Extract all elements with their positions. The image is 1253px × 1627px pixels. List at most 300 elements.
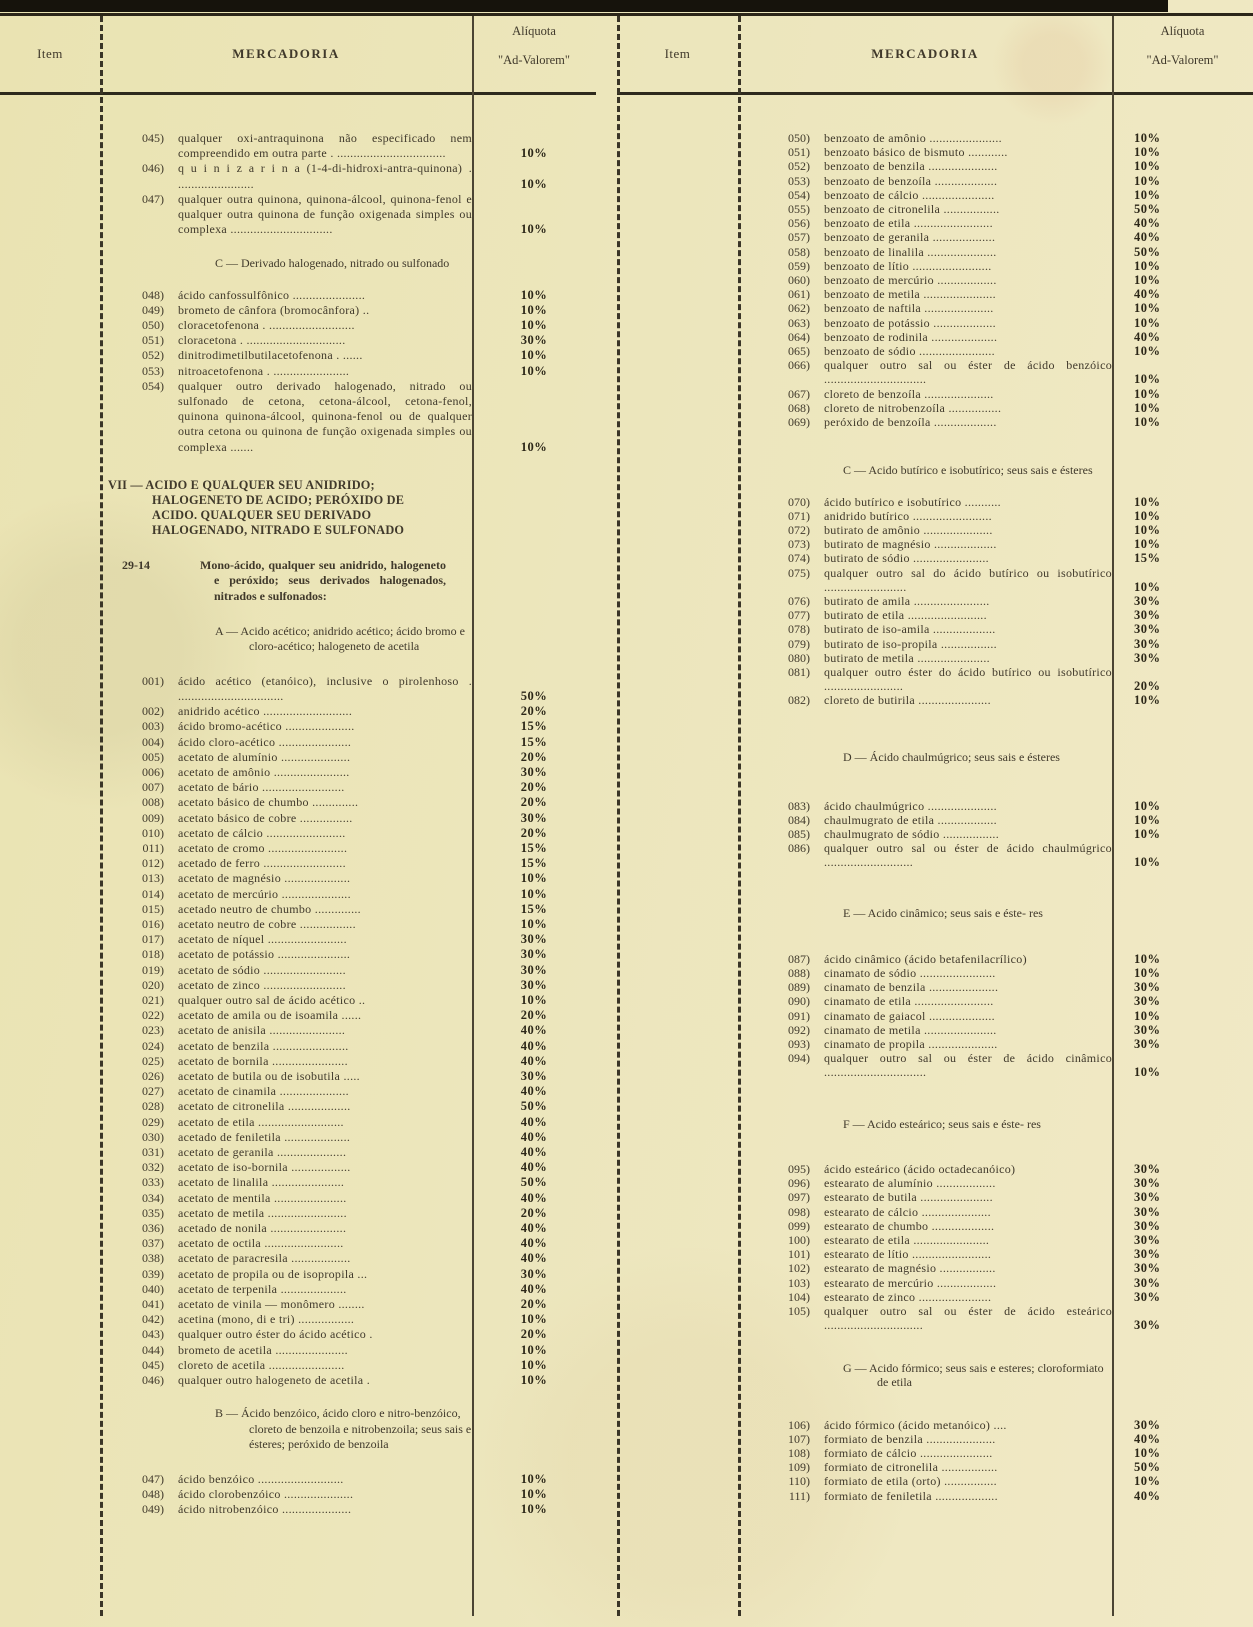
tariff-item-row (617, 259, 1253, 273)
item-description: benzoato de rodinila .................... (824, 329, 998, 344)
table-header-right (617, 16, 1253, 95)
item-rate: 30% (1134, 1176, 1161, 1191)
tariff-item-row (617, 287, 1253, 301)
item-description: ácido nitrobenzóico ..................... (178, 1502, 352, 1517)
item-rate: 30% (1134, 1204, 1161, 1219)
item-number: 068) (788, 400, 810, 415)
item-description: acetato de butila ou de isobutila ..... (178, 1068, 360, 1083)
item-number: 006) (142, 764, 164, 779)
item-description: benzoato básico de bismuto ............ (824, 145, 1008, 160)
item-description: acetado de feniletila .................... (178, 1129, 351, 1144)
item-description: acetado neutro de chumbo .............. (178, 901, 361, 916)
tariff-item-row (0, 1358, 596, 1373)
item-rate: 10% (520, 302, 548, 317)
tariff-item-row (0, 1145, 596, 1160)
item-number: 033) (142, 1175, 164, 1190)
item-number: 095) (788, 1162, 810, 1177)
tariff-item-row (0, 947, 596, 962)
tariff-item-row (617, 509, 1253, 523)
item-number: 015) (142, 901, 164, 916)
item-rate: 30% (1134, 636, 1161, 651)
item-number: 024) (142, 1038, 164, 1053)
item-description: benzoato de cálcio ...................... (824, 187, 995, 202)
item-rate: 10% (520, 1502, 548, 1517)
item-rate: 10% (1134, 131, 1161, 145)
item-description: acetato de citronelila ................... (178, 1099, 351, 1114)
item-rate: 30% (1134, 1247, 1161, 1262)
item-number: 075) (788, 565, 810, 580)
item-rate: 10% (1134, 301, 1161, 316)
tariff-item-row (617, 131, 1253, 145)
tariff-item-row (0, 1251, 596, 1266)
item-number: 100) (788, 1233, 810, 1248)
item-description: acetato de cinamila ..................... (178, 1084, 349, 1099)
tariff-item-row (617, 980, 1253, 994)
tariff-item-row (617, 159, 1253, 173)
item-number: 079) (788, 636, 810, 651)
tariff-item-row (617, 401, 1253, 415)
item-number: 020) (142, 977, 164, 992)
tariff-item-row (0, 1069, 596, 1084)
item-number: 049) (142, 1502, 164, 1517)
item-number: 077) (788, 608, 810, 623)
item-number: 002) (142, 704, 164, 719)
tariff-table-right (617, 16, 1253, 1616)
item-description: cloreto de nitrobenzoíla ................ (824, 400, 1002, 415)
tariff-item-row (617, 827, 1253, 841)
item-rate: 10% (520, 1373, 548, 1388)
item-description: estearato de chumbo ................... (824, 1218, 995, 1233)
item-number: 048) (142, 287, 164, 302)
item-description: acetato neutro de cobre ................. (178, 916, 356, 931)
item-rate: 40% (1134, 230, 1161, 245)
item-number: 069) (788, 415, 810, 430)
item-number: 036) (142, 1221, 164, 1235)
item-rate: 40% (520, 1129, 548, 1144)
item-number: 031) (142, 1144, 164, 1159)
item-number: 082) (788, 693, 810, 708)
item-rate: 40% (520, 1084, 548, 1099)
item-rate: 30% (1134, 650, 1161, 665)
item-description: butirato de iso-amila ................... (824, 622, 996, 637)
item-description: butirato de sódio ....................... (824, 551, 989, 566)
item-rate: 20% (520, 1297, 548, 1312)
item-rate: 30% (1134, 1275, 1161, 1290)
item-rate: 10% (1134, 400, 1161, 415)
item-number: 101) (788, 1247, 810, 1262)
section-heading: G — Acido fórmico; seus sais e esteres; cloroformiato de etila (843, 1360, 1104, 1390)
item-rate: 40% (520, 1251, 548, 1266)
item-description: butirato de etila ........................ (824, 608, 987, 623)
tariff-item-row (0, 1502, 596, 1517)
item-number: 046) (142, 161, 164, 176)
item-rate: 30% (1134, 594, 1161, 608)
item-number: 048) (142, 1487, 164, 1502)
item-number: 060) (788, 273, 810, 288)
chapter-row (108, 478, 418, 539)
item-rate: 10% (1134, 145, 1161, 160)
item-number: 008) (142, 795, 164, 810)
tariff-item-row (0, 1008, 596, 1023)
item-number: 050) (788, 131, 810, 145)
item-number: 037) (142, 1236, 164, 1251)
item-number: 019) (142, 962, 164, 977)
tariff-item-row (617, 1489, 1253, 1503)
item-rate: 50% (520, 1099, 548, 1114)
item-number: 097) (788, 1190, 810, 1205)
tariff-item-row (0, 887, 596, 902)
code-row (0, 558, 596, 604)
item-rate: 30% (1134, 994, 1161, 1009)
item-description: acetato de cromo ........................ (178, 840, 348, 855)
item-rate: 10% (1134, 537, 1161, 552)
tariff-item-row (0, 379, 596, 455)
item-rate: 15% (520, 856, 548, 871)
item-description: qualquer outro sal de ácido acético .. (178, 992, 366, 1007)
item-description: brometo de acetila ...................... (178, 1342, 348, 1357)
item-rate: 10% (520, 222, 548, 237)
item-description: nitroacetofenona . ....................... (178, 363, 350, 378)
item-description: acetato de vinila — monômero ........ (178, 1297, 365, 1312)
tariff-item-row (0, 993, 596, 1008)
item-rate: 10% (520, 439, 548, 454)
item-rate: 40% (1134, 287, 1161, 302)
tariff-table-left (0, 16, 596, 1616)
item-description: formiato de feniletila ................... (824, 1488, 998, 1503)
item-number: 010) (142, 825, 164, 840)
item-description: benzoato de citronelila ................. (824, 202, 1000, 217)
tariff-item-row (0, 364, 596, 379)
section-heading: C — Derivado halogenado, nitrado ou sulfonado (215, 255, 450, 270)
tariff-item-row (617, 1023, 1253, 1037)
item-number: 061) (788, 287, 810, 302)
item-description: acetato de mentila ...................... (178, 1190, 347, 1205)
item-number: 105) (788, 1304, 810, 1319)
column-divider-line (738, 16, 741, 1616)
item-number: 089) (788, 980, 810, 995)
item-rate: 10% (1134, 1008, 1161, 1023)
item-description: butirato de magnésio ................... (824, 537, 997, 552)
item-description: benzoato de benzila ..................... (824, 159, 998, 174)
tariff-item-row (0, 856, 596, 871)
tariff-item-row (617, 1233, 1253, 1247)
item-rate: 40% (520, 1160, 548, 1175)
item-rate: 30% (1134, 1289, 1161, 1304)
item-description: formiato de etila (orto) ................ (824, 1474, 997, 1489)
item-number: 056) (788, 216, 810, 231)
tariff-item-row (0, 1160, 596, 1175)
item-number: 090) (788, 994, 810, 1009)
item-number: 035) (142, 1205, 164, 1220)
tariff-item-row (0, 795, 596, 810)
item-rate: 10% (520, 348, 548, 363)
item-number: 051) (142, 333, 164, 348)
item-rate: 30% (1134, 1162, 1161, 1177)
item-number: 049) (142, 302, 164, 317)
tariff-item-row (617, 665, 1253, 693)
tariff-item-row (617, 1304, 1253, 1332)
item-description: cloracetona . .............................. (178, 333, 346, 348)
tariff-item-row (0, 318, 596, 333)
item-number: 017) (142, 932, 164, 947)
item-description: acetato de bário ......................... (178, 780, 345, 795)
item-description: acetato de octila ........................ (178, 1236, 344, 1251)
item-rate: 20% (520, 1205, 548, 1220)
tariff-item-row (0, 1023, 596, 1038)
item-description: estearato de cálcio ..................... (824, 1204, 991, 1219)
item-rate: 15% (520, 840, 548, 855)
item-rate: 15% (520, 734, 548, 749)
item-rate: 10% (520, 1342, 548, 1357)
item-description: ácido esteárico (ácido octadecanóico) (824, 1162, 1016, 1177)
scan-edge-artifact (0, 0, 1168, 12)
item-rate: 20% (520, 1327, 548, 1342)
item-number: 076) (788, 594, 810, 608)
tariff-item-row (0, 841, 596, 856)
item-description: acetato de zinco ......................... (178, 977, 346, 992)
item-number: 084) (788, 812, 810, 827)
tariff-item-row (617, 841, 1253, 869)
tariff-item-row (617, 608, 1253, 622)
tariff-item-row (0, 1267, 596, 1282)
item-rate: 30% (520, 1068, 548, 1083)
tariff-item-row (617, 316, 1253, 330)
item-description: acetato de amila ou de isoamila ...... (178, 1008, 362, 1023)
tariff-item-row (0, 719, 596, 734)
item-number: 088) (788, 966, 810, 981)
item-description: cinamato de gaiacol .................... (824, 1008, 995, 1023)
item-rate: 10% (1134, 522, 1161, 537)
tariff-item-row (617, 594, 1253, 608)
item-description: qualquer outro éster do ácido acético . (178, 1327, 373, 1342)
tariff-item-row (0, 1175, 596, 1190)
item-rate: 10% (1134, 826, 1161, 841)
item-number: 059) (788, 258, 810, 273)
tariff-item-row (0, 1472, 596, 1487)
item-description: estearato de butila ...................... (824, 1190, 993, 1205)
tariff-item-row (617, 1276, 1253, 1290)
item-description: qualquer outra quinona, quinona-álcool, quinona-fenol e qualquer outra quinona de função oxigenada simples ou complexa ............................... (178, 191, 472, 237)
item-number: 109) (788, 1460, 810, 1475)
item-number: 091) (788, 1008, 810, 1023)
tariff-item-row (0, 1039, 596, 1054)
item-number: 092) (788, 1022, 810, 1037)
item-rate: 30% (1134, 1261, 1161, 1276)
tariff-item-row (617, 551, 1253, 565)
tariff-item-row (0, 1115, 596, 1130)
item-description: benzoato de potássio ................... (824, 315, 996, 330)
item-number: 103) (788, 1275, 810, 1290)
tariff-item-row (617, 301, 1253, 315)
item-rate: 10% (1134, 372, 1161, 387)
item-description: ácido canfossulfônico ...................... (178, 287, 366, 302)
column-divider-line (100, 16, 103, 1616)
tariff-item-row (0, 811, 596, 826)
tariff-item-row (0, 288, 596, 303)
item-number: 027) (142, 1084, 164, 1099)
item-description: cinamato de metila ...................... (824, 1022, 997, 1037)
tariff-item-row (617, 358, 1253, 386)
item-number: 047) (142, 1471, 164, 1486)
column-header-mercadoria: MERCADORIA (232, 46, 340, 61)
item-description: butirato de amila ....................... (824, 594, 990, 608)
item-rate: 30% (520, 962, 548, 977)
item-number: 107) (788, 1431, 810, 1446)
item-rate: 10% (520, 916, 548, 931)
item-rate: 10% (520, 1312, 548, 1327)
item-number: 021) (142, 992, 164, 1007)
item-description: qualquer outro sal ou éster de ácido esteárico .............................. (824, 1304, 1112, 1333)
tariff-item-row (617, 145, 1253, 159)
item-description: benzoato de lítio ........................ (824, 258, 992, 273)
item-rate: 10% (520, 363, 548, 378)
item-description: acetato básico de chumbo .............. (178, 795, 359, 810)
tariff-item-row (617, 216, 1253, 230)
tariff-item-row (617, 523, 1253, 537)
tariff-item-row (617, 202, 1253, 216)
item-description: estearato de magnésio ................. (824, 1261, 996, 1276)
item-rate: 50% (520, 1175, 548, 1190)
item-rate: 15% (520, 901, 548, 916)
section-heading: A — Acido acético; anidrido acético; ácido bromo e cloro-acético; halogeneto de acetila (215, 623, 465, 653)
item-description: acetato de metila ........................ (178, 1205, 347, 1220)
item-description: qualquer outro sal ou éster de ácido cinâmico ............................... (824, 1051, 1112, 1080)
item-description: acetato de propila ou de isopropila ... (178, 1266, 368, 1281)
item-rate: 30% (1134, 1037, 1161, 1052)
item-description: acetato de níquel ........................ (178, 932, 347, 947)
item-rate: 10% (1134, 494, 1161, 509)
tariff-item-row (0, 1327, 596, 1342)
item-rate: 10% (1134, 258, 1161, 273)
item-number: 023) (142, 1023, 164, 1038)
item-rate: 30% (520, 810, 548, 825)
item-number: 071) (788, 508, 810, 523)
tariff-item-row (0, 750, 596, 765)
item-rate: 10% (1134, 966, 1161, 981)
column-header-mercadoria: MERCADORIA (871, 46, 979, 61)
position-code: 29-14 (122, 558, 150, 573)
column-header-item: Item (37, 46, 63, 61)
item-number: 070) (788, 494, 810, 509)
item-rate: 10% (520, 871, 548, 886)
item-number: 111) (788, 1488, 810, 1503)
item-rate: 40% (520, 1023, 548, 1038)
item-number: 050) (142, 317, 164, 332)
item-rate: 40% (520, 1053, 548, 1068)
item-rate: 10% (1134, 415, 1161, 430)
tariff-item-row (0, 1130, 596, 1145)
item-description: acetato de bornila ....................... (178, 1053, 348, 1068)
item-description: qualquer outro sal ou éster de ácido benzóico ............................... (824, 358, 1112, 387)
item-number: 041) (142, 1297, 164, 1312)
item-description: acetato de amônio ....................... (178, 764, 350, 779)
item-description: ácido acético (etanóico), inclusive o pirolenhoso . ................................ (178, 673, 472, 703)
item-number: 093) (788, 1037, 810, 1052)
item-description: acetato de mercúrio ..................... (178, 886, 351, 901)
item-number: 043) (142, 1327, 164, 1342)
item-description: qualquer oxi-antraquinona não especificado nem compreendido em outra parte . ................................. (178, 131, 472, 161)
tariff-item-row (617, 799, 1253, 813)
item-rate: 30% (1134, 1233, 1161, 1248)
item-description: acetato de linalila ...................... (178, 1175, 345, 1190)
item-number: 040) (142, 1281, 164, 1296)
item-number: 009) (142, 810, 164, 825)
item-description: estearato de mercúrio .................. (824, 1275, 997, 1290)
item-description: cinamato de sódio ....................... (824, 966, 996, 981)
tariff-item-row (0, 1236, 596, 1251)
item-number: 065) (788, 344, 810, 359)
item-description: qualquer outro derivado halogenado, nitrado ou sulfonado de cetona, cetona-álcool, cetona-fenol, quinona quinona-álcool, quinona-fenol ou de qualquer outra cetona ou quinona de função oxigenada simples ou complexa ....... (178, 378, 472, 454)
item-rate: 20% (1134, 679, 1161, 694)
item-number: 083) (788, 798, 810, 813)
item-number: 052) (788, 159, 810, 174)
item-number: 054) (142, 378, 164, 393)
section-row (215, 256, 472, 271)
item-number: 106) (788, 1417, 810, 1432)
tariff-item-row (617, 273, 1253, 287)
column-divider-line (472, 16, 474, 1616)
item-number: 016) (142, 916, 164, 931)
tariff-item-row (0, 1373, 596, 1388)
item-rate: 40% (520, 1236, 548, 1251)
column-divider-line (1112, 16, 1114, 1616)
tariff-item-row (617, 230, 1253, 244)
item-rate: 10% (520, 992, 548, 1007)
item-rate: 10% (1134, 579, 1161, 594)
tariff-item-row (0, 348, 596, 363)
tariff-item-row (617, 693, 1253, 707)
item-number: 057) (788, 230, 810, 245)
item-description: q u i n i z a r i n a (1-4-di-hidroxi-antra-quinona) . ....................... (178, 161, 472, 191)
item-number: 028) (142, 1099, 164, 1114)
item-description: acetado de ferro ......................... (178, 856, 346, 871)
item-rate: 40% (520, 1221, 548, 1235)
item-description: butirato de amônio ..................... (824, 522, 993, 537)
tariff-item-row (0, 1054, 596, 1069)
item-description: ácido cloro-acético ...................... (178, 734, 352, 749)
item-rate: 30% (520, 333, 548, 348)
item-description: acetato de potássio ...................... (178, 947, 351, 962)
item-number: 099) (788, 1218, 810, 1233)
item-description: ácido bromo-acético ..................... (178, 719, 355, 734)
tariff-item-row (617, 1247, 1253, 1261)
item-number: 032) (142, 1160, 164, 1175)
tariff-item-row (617, 1190, 1253, 1204)
item-description: estearato de alumínio .................. (824, 1176, 996, 1191)
column-header-item: Item (664, 46, 691, 61)
tariff-item-row (617, 1219, 1253, 1233)
item-rate: 10% (1134, 951, 1161, 966)
item-description: brometo de cânfora (bromocânfora) .. (178, 302, 370, 317)
item-description: acetato de magnésio .................... (178, 871, 351, 886)
section-heading: E — Acido cinâmico; seus sais e éste- res (843, 906, 1043, 921)
item-rate: 10% (520, 176, 548, 191)
item-description: estearato de lítio ........................ (824, 1247, 992, 1262)
item-rate: 10% (1134, 273, 1161, 288)
item-number: 054) (788, 187, 810, 202)
tariff-item-row (0, 674, 596, 704)
item-number: 058) (788, 244, 810, 259)
tariff-item-row (617, 537, 1253, 551)
tariff-item-row (617, 387, 1253, 401)
tariff-item-row (0, 131, 596, 161)
tariff-item-row (617, 1460, 1253, 1474)
column-header-aliquota (1112, 24, 1253, 68)
tariff-item-row (0, 333, 596, 348)
item-rate: 50% (1134, 202, 1161, 217)
item-description: benzoato de benzoíla ................... (824, 173, 998, 188)
item-number: 072) (788, 522, 810, 537)
